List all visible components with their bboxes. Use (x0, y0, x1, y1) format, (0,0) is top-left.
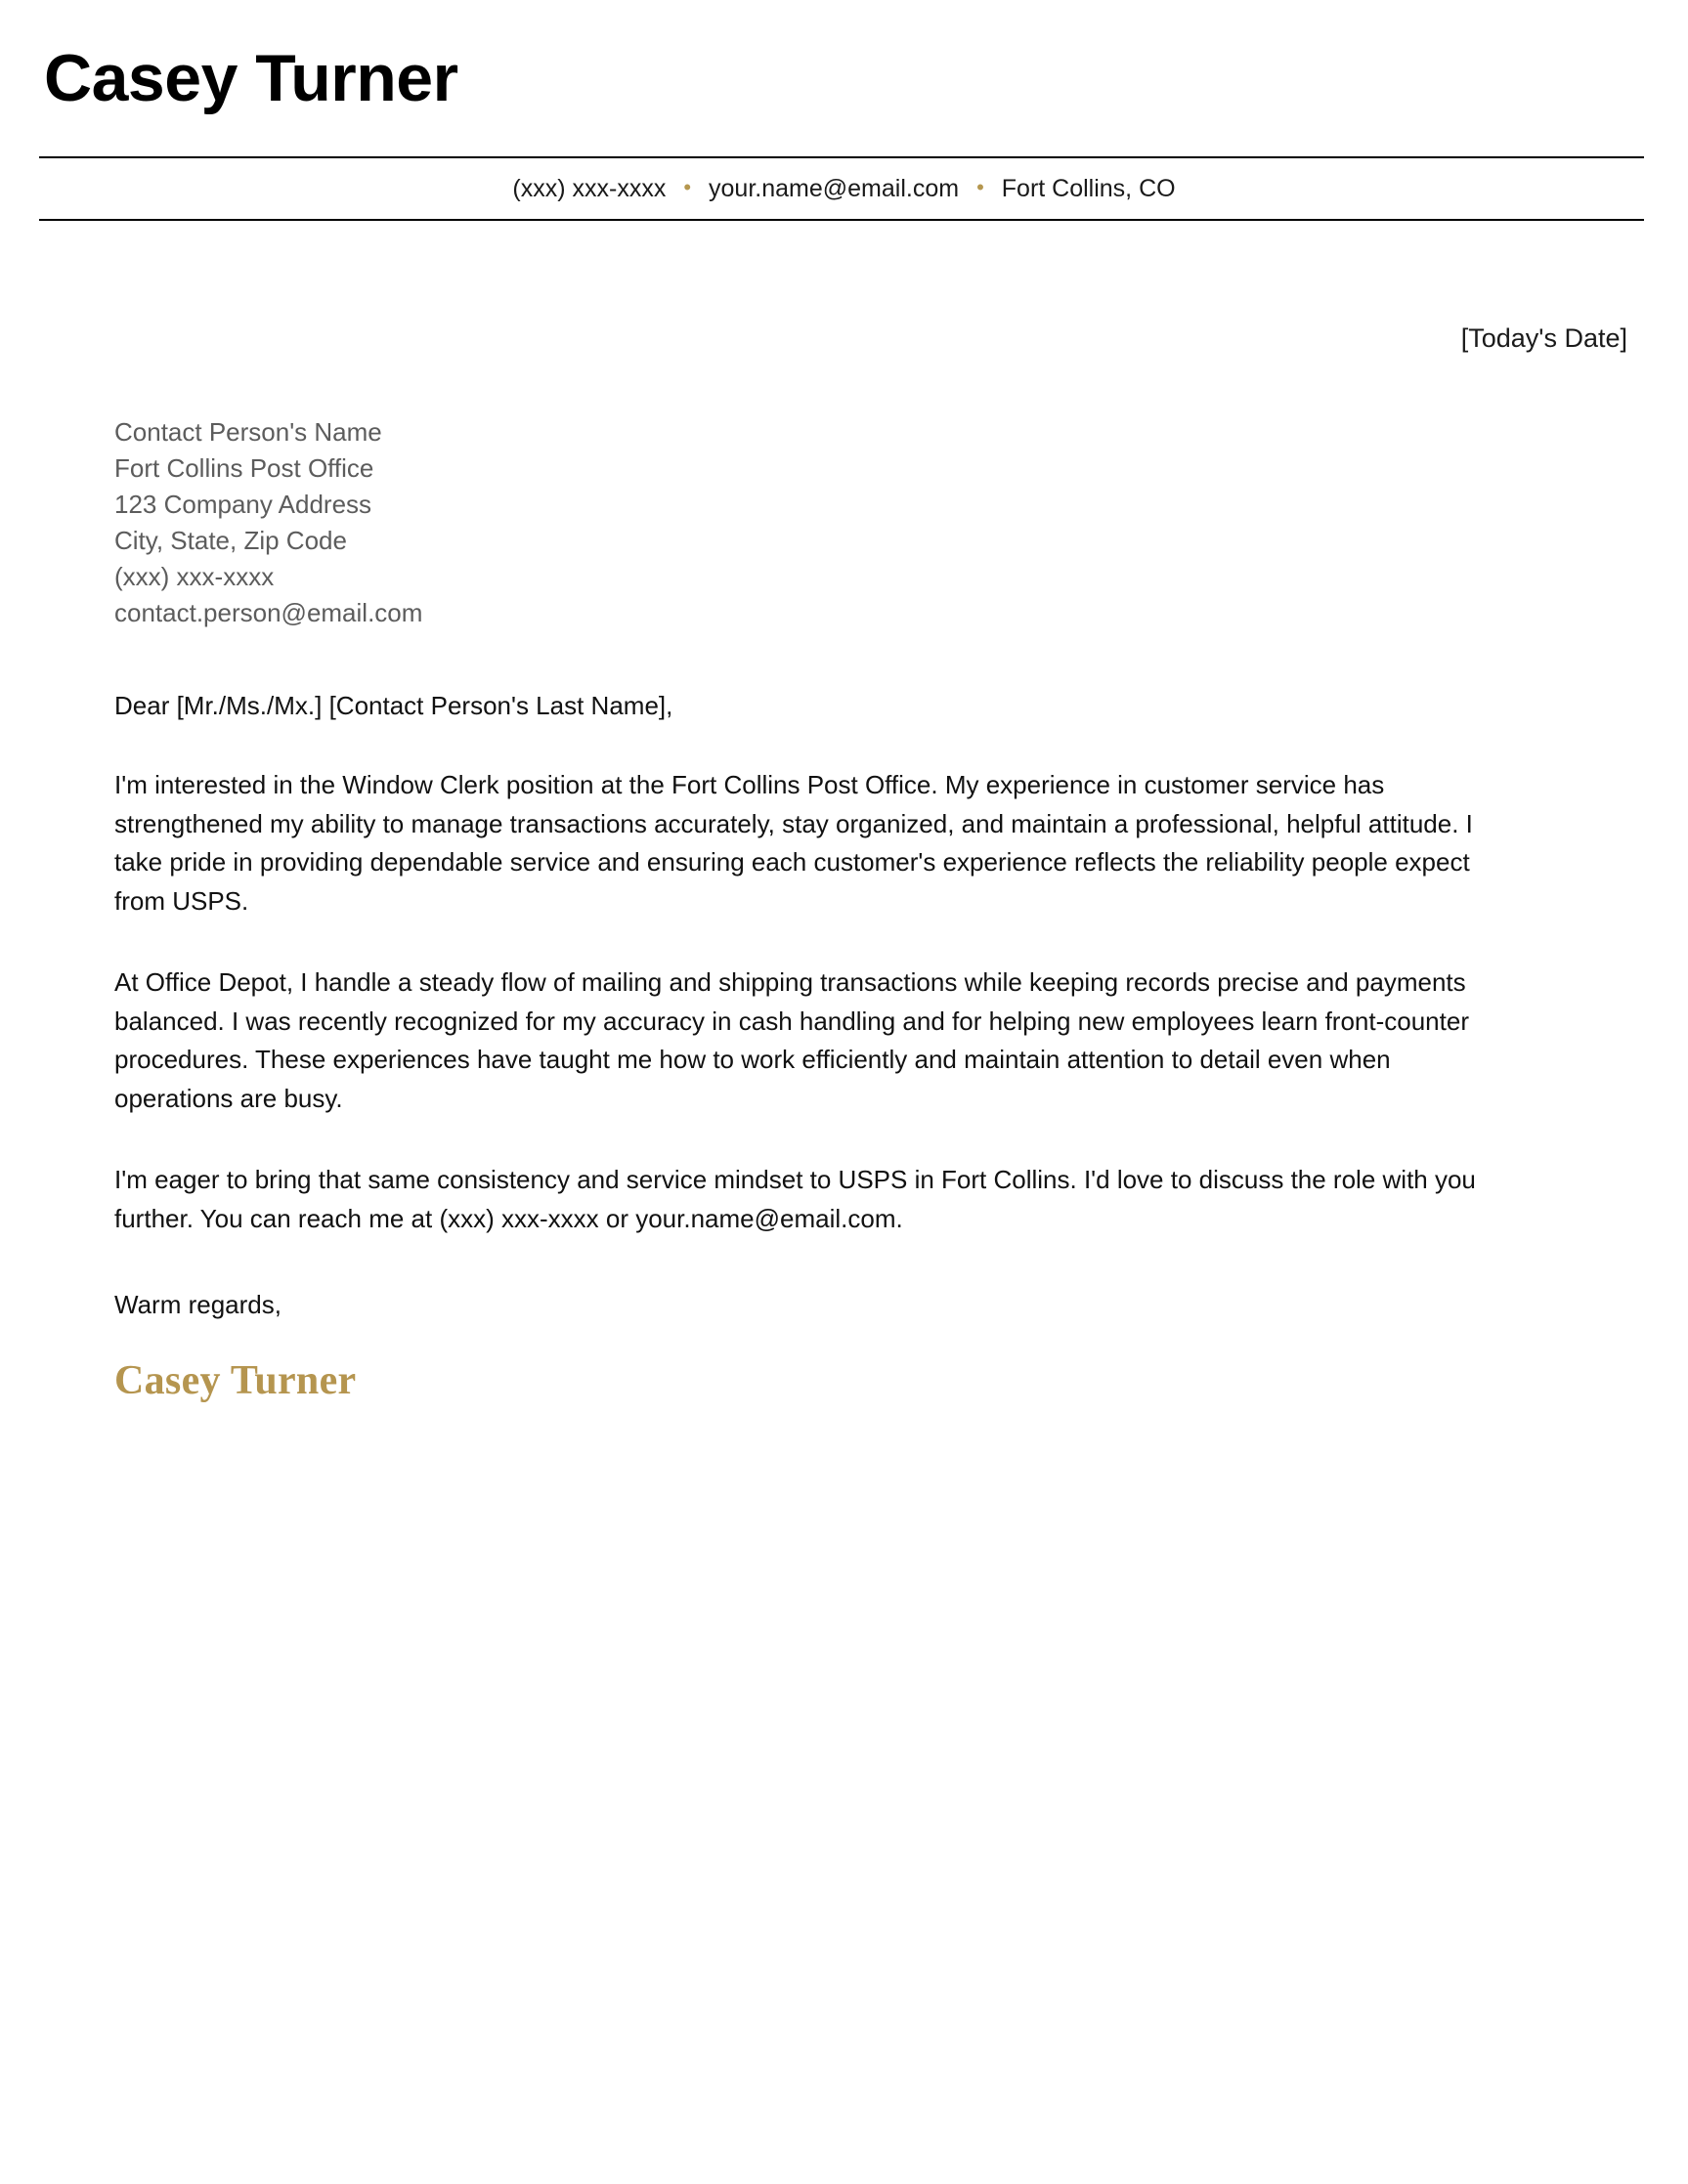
contact-line (512, 174, 1176, 202)
recipient-line: 123 Company Address (114, 490, 372, 520)
recipient-line: (xxx) xxx-xxxx (114, 562, 275, 592)
letter-closing: Warm regards, (114, 1290, 281, 1320)
recipient-line: City, State, Zip Code (114, 526, 347, 556)
contact-bar (0, 158, 1688, 219)
letter-paragraph: At Office Depot, I handle a steady flow of mailing and shipping transactions while keeping records precise and payments balanced. I was recently recognized for my accuracy in cash handling and for helping new employees learn front-counter procedures. These experiences have taught me how to work efficiently and maintain attention to detail even when operations are busy. (114, 967, 1469, 1113)
header-divider-bottom (39, 219, 1644, 221)
bullet-separator-icon: • (683, 175, 692, 199)
letter-paragraph: I'm eager to bring that same consistency and service mindset to USPS in Fort Collins. I'd love to discuss the role with you further. You can reach me at (xxx) xxx-xxxx or your.name@email.com. (114, 1165, 1476, 1233)
signature-name: Casey Turner (114, 1357, 357, 1403)
letter-salutation: Dear [Mr./Ms./Mx.] [Contact Person's Last Name], (114, 690, 673, 720)
recipient-line: Fort Collins Post Office (114, 453, 374, 484)
page-title: Casey Turner (44, 41, 458, 115)
contact-phone: (xxx) xxx-xxxx (512, 174, 667, 202)
contact-email: your.name@email.com (709, 174, 960, 202)
recipient-address-block (114, 414, 1627, 630)
letter-date: [Today's Date] (1460, 323, 1627, 353)
recipient-line: Contact Person's Name (114, 417, 382, 448)
letterhead-header (0, 0, 1688, 115)
letter-paragraph: I'm interested in the Window Clerk position at the Fort Collins Post Office. My experience in customer service has strengthened my ability to manage transactions accurately, stay organized, and maintain a professional, helpful attitude. I take pride in providing dependable service and ensuring each customer's experience reflects the reliability people expect from USPS. (114, 770, 1473, 916)
bullet-separator-icon: • (976, 175, 984, 199)
letter-body (0, 322, 1688, 1405)
recipient-line: contact.person@email.com (114, 597, 423, 627)
contact-location: Fort Collins, CO (1001, 174, 1176, 202)
